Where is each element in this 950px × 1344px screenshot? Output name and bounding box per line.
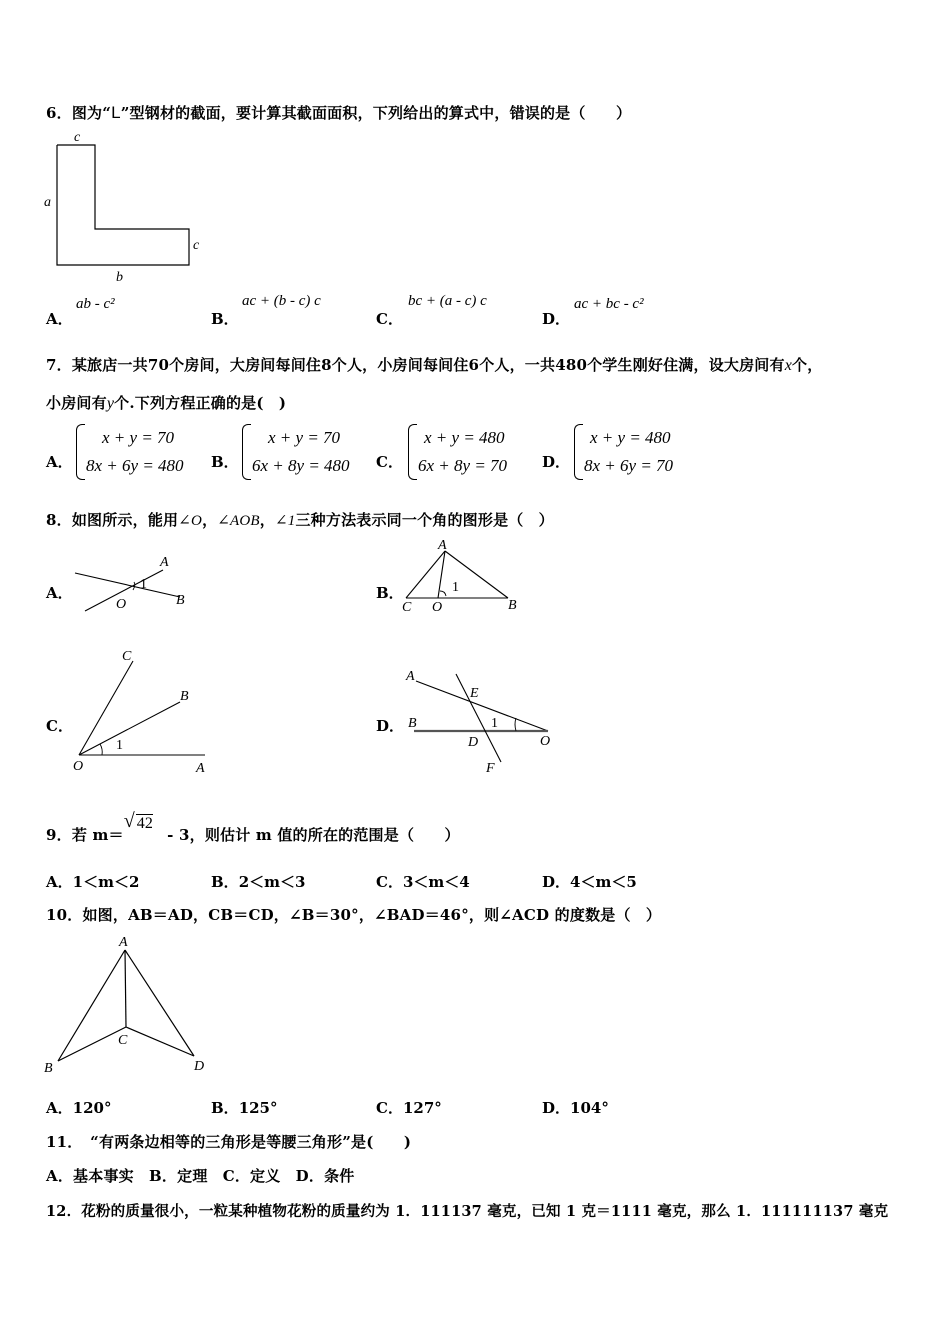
q6-label-c-right: c	[193, 238, 200, 253]
q6-option-c-label[interactable]: C．	[376, 310, 403, 328]
q8a-label-a: A	[160, 555, 169, 570]
q8b-label-a: A	[438, 538, 447, 553]
q8b-label-o: O	[432, 600, 443, 615]
q9-option-d[interactable]: D．4＜m＜5	[542, 873, 637, 891]
q10-label-c: C	[118, 1033, 128, 1048]
q10-label-b: B	[44, 1061, 53, 1076]
q7-option-c-label[interactable]: C．	[376, 453, 403, 471]
q8-option-c-label[interactable]: C．	[46, 717, 73, 735]
q8c-label-1: 1	[116, 738, 123, 753]
q8-option-c-figure	[70, 645, 220, 775]
q8c-label-b: B	[180, 689, 189, 704]
q8d-label-d: D	[468, 735, 479, 750]
q8d-label-b: B	[408, 716, 417, 731]
q6-label-c-top: c	[74, 130, 81, 145]
q8d-label-1: 1	[491, 716, 498, 731]
q8c-label-a: A	[196, 761, 205, 776]
q10-stem: 10．如图，AB＝AD，CB＝CD，∠B＝30°，∠BAD＝46°，则∠ACD 的度数是（ ）	[46, 906, 662, 924]
q7-stem-line2: 小房间有y个.下列方程正确的是( )	[46, 394, 287, 412]
q6-option-c-expr: bc + (a - c) c	[408, 293, 487, 309]
q8a-label-o: O	[116, 597, 127, 612]
q11-options[interactable]: A．基本事实 B．定理 C．定义 D．条件	[46, 1167, 355, 1185]
q6-option-d-expr: ac + bc - c²	[574, 296, 644, 312]
q10-kite-figure	[40, 930, 220, 1080]
q7-stem-line1: 7．某旅店一共70个房间，大房间每间住8个人，小房间每间住6个人，一共480个学生刚好住满，设大房间有x个，	[46, 356, 823, 374]
q9-option-a[interactable]: A．1＜m＜2	[46, 873, 140, 891]
q8-option-d-label[interactable]: D．	[376, 717, 405, 735]
q6-stem: 6．图为“L”型钢材的截面，要计算其截面面积，下列给出的算式中，错误的是（ ）	[46, 103, 632, 122]
q12-stem: 12．花粉的质量很小，一粒某种植物花粉的质量约为 1．111137 毫克，已知 1 克＝1111 毫克，那么 1．111111137 毫克	[46, 1203, 889, 1220]
q8a-label-b: B	[176, 593, 185, 608]
q10-option-b[interactable]: B．125°	[211, 1099, 278, 1117]
q6-option-a-expr: ab - c²	[76, 296, 115, 312]
q9-option-b[interactable]: B．2＜m＜3	[211, 873, 306, 891]
q8d-label-o: O	[540, 734, 551, 749]
q10-label-a: A	[119, 935, 128, 950]
q8d-label-f: F	[486, 761, 495, 776]
q6-option-d-label[interactable]: D．	[542, 310, 571, 328]
q8c-label-c: C	[122, 649, 132, 664]
q8-option-d-figure	[400, 660, 570, 780]
q11-stem: 11． “有两条边相等的三角形是等腰三角形”是( )	[46, 1133, 412, 1151]
q9-option-c[interactable]: C．3＜m＜4	[376, 873, 470, 891]
q6-label-a: a	[44, 195, 51, 210]
q9-stem: 9．若 m＝ √ 42 - 3，则估计 m 值的所在的范围是（ ）	[46, 810, 460, 844]
q8-option-b-label[interactable]: B．	[376, 584, 404, 602]
q8d-label-a: A	[406, 669, 415, 684]
q8d-label-e: E	[470, 686, 479, 701]
q10-label-d: D	[194, 1059, 205, 1074]
q7-option-b-label[interactable]: B．	[211, 453, 239, 471]
q8-stem: 8．如图所示，能用∠O，∠AOB，∠1三种方法表示同一个角的图形是（ ）	[46, 511, 554, 529]
q8a-label-1: 1	[140, 577, 147, 592]
q8-option-a-figure	[70, 550, 200, 620]
q9-radical: √ 42	[123, 810, 154, 832]
q6-option-b-label[interactable]: B．	[211, 310, 239, 328]
q8b-label-1: 1	[452, 580, 459, 595]
q10-option-c[interactable]: C．127°	[376, 1099, 442, 1117]
q10-option-d[interactable]: D．104°	[542, 1099, 609, 1117]
q8c-label-o: O	[73, 759, 84, 774]
q6-option-a-label[interactable]: A．	[46, 310, 73, 328]
q10-option-a[interactable]: A．120°	[46, 1099, 112, 1117]
q8-option-b-figure	[398, 538, 528, 618]
q8-option-a-label[interactable]: A．	[46, 584, 73, 602]
q8b-label-c: C	[402, 600, 412, 615]
q6-option-b-expr: ac + (b - c) c	[242, 293, 321, 309]
q7-option-a-label[interactable]: A．	[46, 453, 73, 471]
q6-l-shape-figure	[40, 128, 220, 288]
q8b-label-b: B	[508, 598, 517, 613]
q6-label-b: b	[116, 270, 123, 285]
q7-option-d-label[interactable]: D．	[542, 453, 571, 471]
